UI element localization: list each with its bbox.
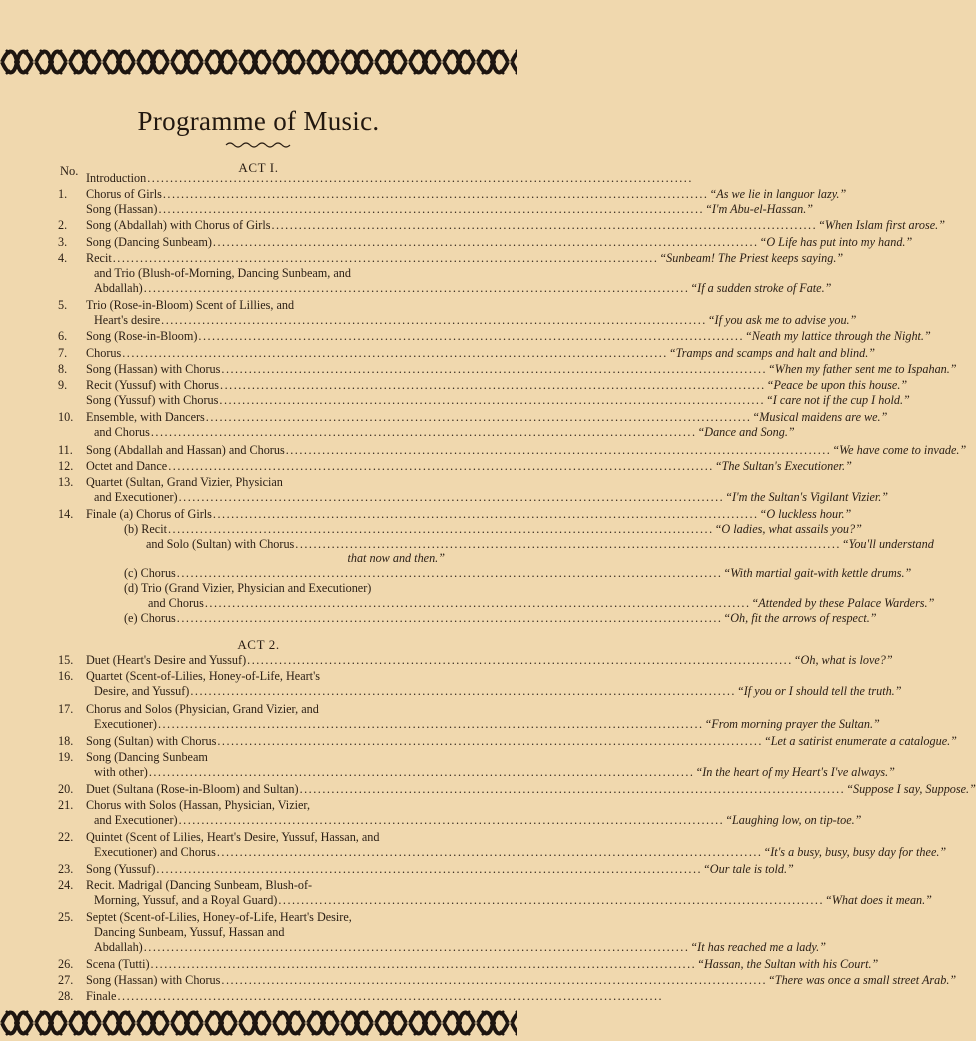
item-title: Song (Yussuf) xyxy=(86,862,156,876)
item-title: and Executioner) xyxy=(94,813,178,827)
item-title: Octet and Dance xyxy=(86,459,168,473)
item-number: 23. xyxy=(58,862,74,876)
item-title: Duet (Sultana (Rose-in-Bloom) and Sultan) xyxy=(86,782,299,796)
item-title: (d) Trio (Grand Vizier, Physician and Executioner) xyxy=(124,581,372,595)
programme-line xyxy=(0,566,912,581)
programme-line xyxy=(0,940,826,955)
programme-line xyxy=(0,298,517,313)
leader-dots: ........................................................................................................................ xyxy=(271,218,818,232)
leader-dots: ........................................................................................................................ xyxy=(156,862,703,876)
item-lyric: “In the heart of my Heart's I've always.” xyxy=(695,765,895,779)
ornamental-border-bottom xyxy=(0,1005,517,1013)
item-number: 20. xyxy=(58,782,74,796)
item-title: Song (Dancing Sunbeam xyxy=(86,750,208,764)
leader-dots: ........................................................................................................................ xyxy=(204,596,751,610)
leader-dots: ........................................................................................................................ xyxy=(176,566,723,580)
programme-line xyxy=(0,281,832,296)
leader-dots: ........................................................................................................................ xyxy=(112,251,659,265)
programme-line xyxy=(0,813,862,828)
item-number: 6. xyxy=(58,329,68,343)
programme-line xyxy=(0,782,976,797)
programme-line xyxy=(0,266,517,281)
programme-line xyxy=(0,490,889,505)
item-number: 24. xyxy=(58,878,74,892)
leader-dots: ........................................................................................................................ xyxy=(168,459,714,473)
item-title: Executioner) xyxy=(94,717,157,731)
programme-line xyxy=(0,596,935,611)
item-lyric: “When my father sent me to Ispahan.” xyxy=(768,362,957,376)
item-number: 16. xyxy=(58,669,74,683)
item-title: Septet (Scent-of-Lilies, Honey-of-Life, Heart's Desire, xyxy=(86,910,352,924)
item-lyric: “Sunbeam! The Priest keeps saying.” xyxy=(659,251,844,265)
item-number: 4. xyxy=(58,251,68,265)
programme-line xyxy=(0,187,847,202)
programme-line xyxy=(0,551,517,566)
programme-line xyxy=(0,443,967,458)
programme-line xyxy=(0,893,932,908)
programme-line xyxy=(0,669,517,684)
programme-line xyxy=(0,845,947,860)
item-title: Song (Dancing Sunbeam) xyxy=(86,235,212,249)
programme-line xyxy=(0,393,910,408)
leader-dots: ........................................................................................................................ xyxy=(278,893,824,907)
item-title: Recit (Yussuf) with Chorus xyxy=(86,378,220,392)
programme-line xyxy=(0,346,876,361)
item-title: Ensemble, with Dancers xyxy=(86,410,205,424)
item-title: and Executioner) xyxy=(94,490,178,504)
programme-line xyxy=(0,313,857,328)
item-lyric: “O ladies, what assails you?” xyxy=(714,522,862,536)
item-title: Song (Hassan) with Chorus xyxy=(86,362,221,376)
leader-dots: ........................................................................................................................ xyxy=(117,989,664,1003)
item-title: Recit xyxy=(86,251,112,265)
item-title: Recit. Madrigal (Dancing Sunbeam, Blush-of- xyxy=(86,878,313,892)
programme-line xyxy=(0,522,862,537)
leader-dots: ........................................................................................................................ xyxy=(212,507,759,521)
programme-line xyxy=(0,973,957,988)
item-lyric: “I care not if the cup I hold.” xyxy=(766,393,910,407)
item-title: Introduction xyxy=(86,171,147,185)
item-number: 2. xyxy=(58,218,68,232)
programme-line xyxy=(0,611,877,626)
item-lyric: “You'll understand xyxy=(841,537,934,551)
title-flourish-icon xyxy=(225,141,293,149)
item-lyric: “Oh, what is love?” xyxy=(793,653,893,667)
item-lyric: “O Life has put into my hand.” xyxy=(759,235,913,249)
item-number: 17. xyxy=(58,702,74,716)
programme-line xyxy=(0,581,517,596)
item-title: Song (Rose-in-Bloom) xyxy=(86,329,198,343)
item-title: Abdallah) xyxy=(94,281,143,295)
leader-dots: ........................................................................................................................ xyxy=(161,313,707,327)
leader-dots: ........................................................................................................................ xyxy=(221,973,768,987)
programme-line xyxy=(0,684,902,699)
programme-line xyxy=(0,507,852,522)
item-number: 27. xyxy=(58,973,74,987)
item-number: 25. xyxy=(58,910,74,924)
leader-dots: ........................................................................................................................ xyxy=(162,187,709,201)
item-number: 18. xyxy=(58,734,74,748)
leader-dots: ........................................................................................................................ xyxy=(217,734,763,748)
programme-line xyxy=(0,765,895,780)
leader-dots: ........................................................................................................................ xyxy=(216,845,763,859)
item-title: Desire, and Yussuf) xyxy=(94,684,190,698)
item-number: 8. xyxy=(58,362,68,376)
item-number: 21. xyxy=(58,798,74,812)
item-lyric: “Attended by these Palace Warders.” xyxy=(751,596,935,610)
programme-line xyxy=(0,910,517,925)
item-lyric: “Musical maidens are we.” xyxy=(752,410,888,424)
item-number: 22. xyxy=(58,830,74,844)
leader-dots: ........................................................................................................................ xyxy=(167,522,714,536)
item-title: Song (Hassan) xyxy=(86,202,158,216)
programme-line xyxy=(0,878,517,893)
item-lyric: “The Sultan's Executioner.” xyxy=(714,459,852,473)
leader-dots: ........................................................................................................................ xyxy=(285,443,832,457)
item-number: 19. xyxy=(58,750,74,764)
item-title: Heart's desire xyxy=(94,313,161,327)
item-lyric: “Oh, fit the arrows of respect.” xyxy=(723,611,877,625)
item-lyric: “It's a busy, busy, busy day for thee.” xyxy=(763,845,947,859)
leader-dots: ........................................................................................................................ xyxy=(178,490,725,504)
number-column-label: No. xyxy=(60,164,79,178)
item-title: (b) Recit xyxy=(124,522,167,536)
item-lyric: “Suppose I say, Suppose.” xyxy=(846,782,976,796)
programme-line xyxy=(0,202,814,217)
programme-line xyxy=(0,537,934,552)
item-title: Song (Abdallah) with Chorus of Girls xyxy=(86,218,271,232)
item-title: Chorus xyxy=(86,346,122,360)
item-title: Chorus and Solos (Physician, Grand Vizier, and xyxy=(86,702,319,716)
item-lyric: “Peace be upon this house.” xyxy=(766,378,908,392)
item-number: 1. xyxy=(58,187,68,201)
item-lyric: “From morning prayer the Sultan.” xyxy=(704,717,880,731)
page-title: Programme of Music. xyxy=(137,106,380,136)
item-title: Dancing Sunbeam, Yussuf, Hassan and xyxy=(94,925,285,939)
item-title: and Chorus xyxy=(148,596,204,610)
leader-dots: ........................................................................................................................ xyxy=(220,378,766,392)
item-lyric: “Laughing low, on tip-toe.” xyxy=(725,813,862,827)
item-title: Scena (Tutti) xyxy=(86,957,150,971)
item-lyric: “Hassan, the Sultan with his Court.” xyxy=(697,957,879,971)
leader-dots: ........................................................................................................................ xyxy=(147,171,693,185)
item-title: Quintet (Scent of Lilies, Heart's Desire, Yussuf, Hassan, and xyxy=(86,830,380,844)
item-lyric: that now and then.” xyxy=(347,551,445,565)
item-lyric: “If a sudden stroke of Fate.” xyxy=(690,281,832,295)
item-lyric: “I'm Abu-el-Hassan.” xyxy=(705,202,814,216)
programme-line xyxy=(0,862,794,877)
item-title: Finale (a) Chorus of Girls xyxy=(86,507,212,521)
leader-dots: ........................................................................................................................ xyxy=(221,362,768,376)
programme-line xyxy=(0,378,908,393)
item-lyric: “There was once a small street Arab.” xyxy=(768,973,957,987)
item-title: and Chorus xyxy=(94,425,150,439)
leader-dots: ........................................................................................................................ xyxy=(299,782,846,796)
item-number: 13. xyxy=(58,475,74,489)
programme-line xyxy=(0,734,957,749)
item-lyric: “When Islam first arose.” xyxy=(818,218,945,232)
item-title: Song (Sultan) with Chorus xyxy=(86,734,217,748)
item-number: 9. xyxy=(58,378,68,392)
programme-line xyxy=(0,329,931,344)
programme-line xyxy=(0,475,517,490)
leader-dots: ........................................................................................................................ xyxy=(176,611,723,625)
leader-dots: ........................................................................................................................ xyxy=(157,717,704,731)
leader-dots: ........................................................................................................................ xyxy=(143,281,690,295)
programme-line xyxy=(0,957,879,972)
item-lyric: “As we lie in languor lazy.” xyxy=(709,187,847,201)
item-title: with other) xyxy=(94,765,148,779)
item-title: Executioner) and Chorus xyxy=(94,845,216,859)
item-title: Abdallah) xyxy=(94,940,143,954)
item-lyric: “It has reached me a lady.” xyxy=(690,940,826,954)
leader-dots: ........................................................................................................................ xyxy=(122,346,668,360)
programme-line xyxy=(0,717,880,732)
item-title: Morning, Yussuf, and a Royal Guard) xyxy=(94,893,278,907)
item-lyric: “If you ask me to advise you.” xyxy=(707,313,857,327)
programme-line xyxy=(0,925,517,940)
item-lyric: “I'm the Sultan's Vigilant Vizier.” xyxy=(725,490,889,504)
item-title: Duet (Heart's Desire and Yussuf) xyxy=(86,653,247,667)
programme-line xyxy=(0,750,517,765)
item-title: Quartet (Scent-of-Lilies, Honey-of-Life, Heart's xyxy=(86,669,321,683)
leader-dots: ........................................................................................................................ xyxy=(247,653,793,667)
leader-dots: ........................................................................................................................ xyxy=(190,684,736,698)
item-title: (e) Chorus xyxy=(124,611,176,625)
programme-line xyxy=(0,459,852,474)
leader-dots: ........................................................................................................................ xyxy=(178,813,725,827)
item-lyric: “Neath my lattice through the Night.” xyxy=(745,329,931,343)
programme-line xyxy=(0,218,945,233)
leader-dots: ........................................................................................................................ xyxy=(205,410,752,424)
item-lyric: “Tramps and scamps and halt and blind.” xyxy=(668,346,876,360)
programme-line xyxy=(0,362,957,377)
item-title: (c) Chorus xyxy=(124,566,176,580)
leader-dots: ........................................................................................................................ xyxy=(212,235,759,249)
item-lyric: “With martial gait-with kettle drums.” xyxy=(723,566,912,580)
programme-line xyxy=(0,410,888,425)
item-number: 11. xyxy=(58,443,73,457)
leader-dots: ........................................................................................................................ xyxy=(150,425,697,439)
ornament-icon xyxy=(0,1005,517,1041)
item-lyric: “Dance and Song.” xyxy=(697,425,795,439)
item-title: Song (Hassan) with Chorus xyxy=(86,973,221,987)
item-title: Chorus with Solos (Hassan, Physician, Vizier, xyxy=(86,798,311,812)
item-number: 5. xyxy=(58,298,68,312)
leader-dots: ........................................................................................................................ xyxy=(198,329,745,343)
programme-line xyxy=(0,989,664,1004)
item-number: 12. xyxy=(58,459,74,473)
programme-line xyxy=(0,171,693,186)
programme-line xyxy=(0,425,795,440)
programme-line xyxy=(0,251,844,266)
item-title: Song (Yussuf) with Chorus xyxy=(86,393,219,407)
leader-dots: ........................................................................................................................ xyxy=(143,940,690,954)
leader-dots: ........................................................................................................................ xyxy=(148,765,695,779)
leader-dots: ........................................................................................................................ xyxy=(150,957,697,971)
item-title: Song (Abdallah and Hassan) and Chorus xyxy=(86,443,285,457)
item-number: 10. xyxy=(58,410,74,424)
programme-line xyxy=(0,653,893,668)
programme-line xyxy=(0,830,517,845)
item-number: 28. xyxy=(58,989,74,1003)
item-number: 15. xyxy=(58,653,74,667)
item-title: Finale xyxy=(86,989,117,1003)
item-title: and Solo (Sultan) with Chorus xyxy=(146,537,295,551)
leader-dots: ........................................................................................................................ xyxy=(295,537,841,551)
item-title: and Trio (Blush-of-Morning, Dancing Sunbeam, and xyxy=(94,266,351,280)
programme-line xyxy=(0,702,517,717)
item-number: 7. xyxy=(58,346,68,360)
act-two-heading: ACT 2. xyxy=(237,637,280,652)
item-lyric: “What does it mean.” xyxy=(824,893,932,907)
item-lyric: “If you or I should tell the truth.” xyxy=(736,684,902,698)
item-title: Trio (Rose-in-Bloom) Scent of Lillies, and xyxy=(86,298,295,312)
item-lyric: “O luckless hour.” xyxy=(759,507,852,521)
leader-dots: ........................................................................................................................ xyxy=(219,393,766,407)
programme-line xyxy=(0,798,517,813)
item-lyric: “We have come to invade.” xyxy=(832,443,967,457)
programme-line xyxy=(0,235,913,250)
item-number: 3. xyxy=(58,235,68,249)
item-lyric: “Our tale is told.” xyxy=(703,862,794,876)
item-title: Chorus of Girls xyxy=(86,187,162,201)
leader-dots: ........................................................................................................................ xyxy=(158,202,705,216)
act-one-heading: ACT I. xyxy=(238,160,279,175)
ornament-icon xyxy=(0,44,517,80)
ornamental-border-top xyxy=(0,44,517,80)
item-title: Quartet (Sultan, Grand Vizier, Physician xyxy=(86,475,283,489)
item-number: 14. xyxy=(58,507,74,521)
item-number: 26. xyxy=(58,957,74,971)
item-lyric: “Let a satirist enumerate a catalogue.” xyxy=(763,734,957,748)
